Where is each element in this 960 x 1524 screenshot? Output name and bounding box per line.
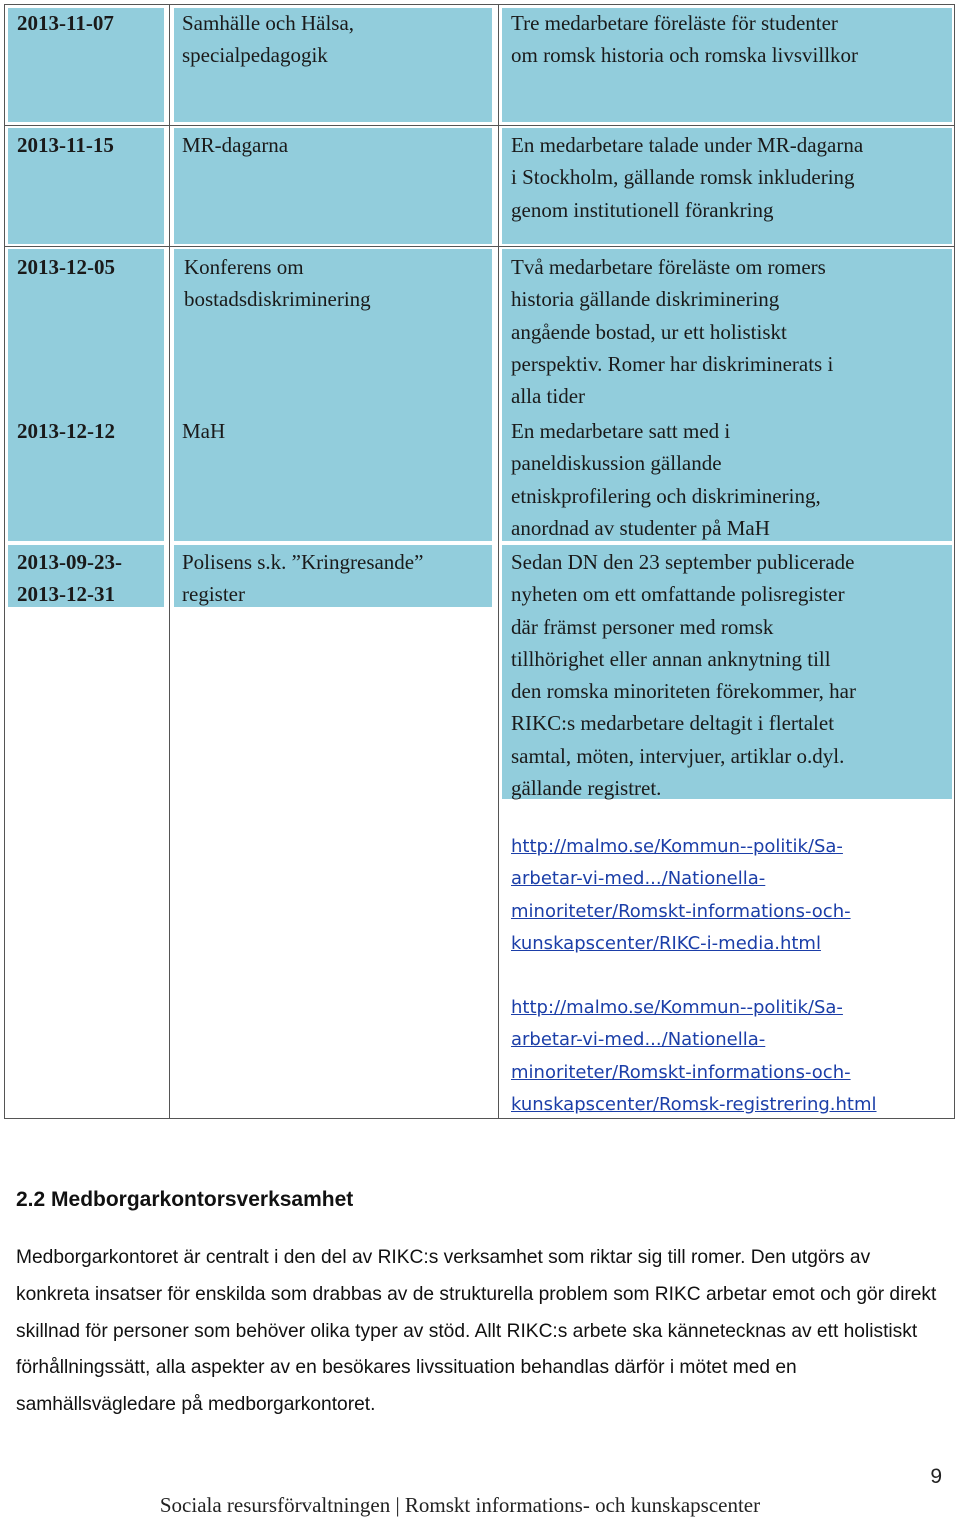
romsk-registrering-link[interactable]: http://malmo.se/Kommun--politik/Sa- arbetar-vi-med.../Nationella- minoriteter/Romskt-informations-och- kunskapscenter/Romsk-registrering.html <box>511 997 877 1115</box>
table-row <box>5 247 954 411</box>
row-description: En medarbetare talade under MR-dagarna i Stockholm, gällande romsk inkludering genom institutionell förankring <box>511 133 864 222</box>
column-divider <box>169 5 170 1118</box>
row-event: MaH <box>182 419 226 443</box>
page-number: 9 <box>930 1465 942 1488</box>
section-heading: 2.2 Medborgarkontorsverksamhet <box>16 1188 354 1211</box>
row-description: Sedan DN den 23 september publicerade nyheten om ett omfattande polisregister där främst personer med romsk tillhörighet eller annan anknytning till den romska minoriteten förekommer, har RIKC:s medarbetare deltagit i flertalet samtal, möten, intervjuer, artiklar o.dyl. gällande registret. <box>511 550 856 801</box>
row-event: Konferens om bostadsdiskriminering <box>184 255 371 312</box>
table-row <box>5 543 954 1118</box>
row-description: En medarbetare satt med i paneldiskussion gällande etniskprofilering och diskriminering, anordnad av studenter på MaH <box>511 419 821 540</box>
row-date: 2013-12-12 <box>17 419 115 443</box>
page-footer: Sociala resursförvaltningen | Romskt informations- och kunskapscenter <box>159 1493 761 1517</box>
row-description: Två medarbetare föreläste om romers historia gällande diskriminering angående bostad, ur ett holistiskt perspektiv. Romer har diskriminerats i alla tider <box>511 255 834 409</box>
column-divider <box>498 5 499 1118</box>
table-row <box>5 126 954 246</box>
row-event: MR-dagarna <box>182 133 289 157</box>
row-event: Polisens s.k. ”Kringresande” register <box>182 550 424 607</box>
row-description: Tre medarbetare föreläste för studenter om romsk historia och romska livsvillkor <box>511 11 859 68</box>
section-paragraph: Medborgarkontoret är centralt i den del av RIKC:s verksamhet som riktar sig till romer. Den utgörs av konkreta insatser för enskilda som drabbas av de strukturella problem som RIKC arbetar emot och gör direkt skillnad för personer som behöver olika typer av stöd. Allt RIKC:s arbete ska kännetecknas av ett holistiskt förhållningssätt, alla aspekter av en besökares livssituation behandlas därför i mötet med en samhällsvägledare på medborgarkontoret. <box>16 1247 937 1416</box>
table-row <box>5 411 954 543</box>
row-date: 2013-09-23- 2013-12-31 <box>17 550 122 607</box>
row-event: Samhälle och Hälsa, specialpedagogik <box>182 11 355 68</box>
rikc-media-link[interactable]: http://malmo.se/Kommun--politik/Sa- arbetar-vi-med.../Nationella- minoriteter/Romskt-informations-och- kunskapscenter/RIKC-i-media.html <box>511 836 851 954</box>
activity-table <box>4 4 955 1119</box>
row-date: 2013-11-07 <box>17 11 114 35</box>
row-date: 2013-12-05 <box>17 255 115 279</box>
table-row <box>5 5 954 125</box>
row-date: 2013-11-15 <box>17 133 114 157</box>
